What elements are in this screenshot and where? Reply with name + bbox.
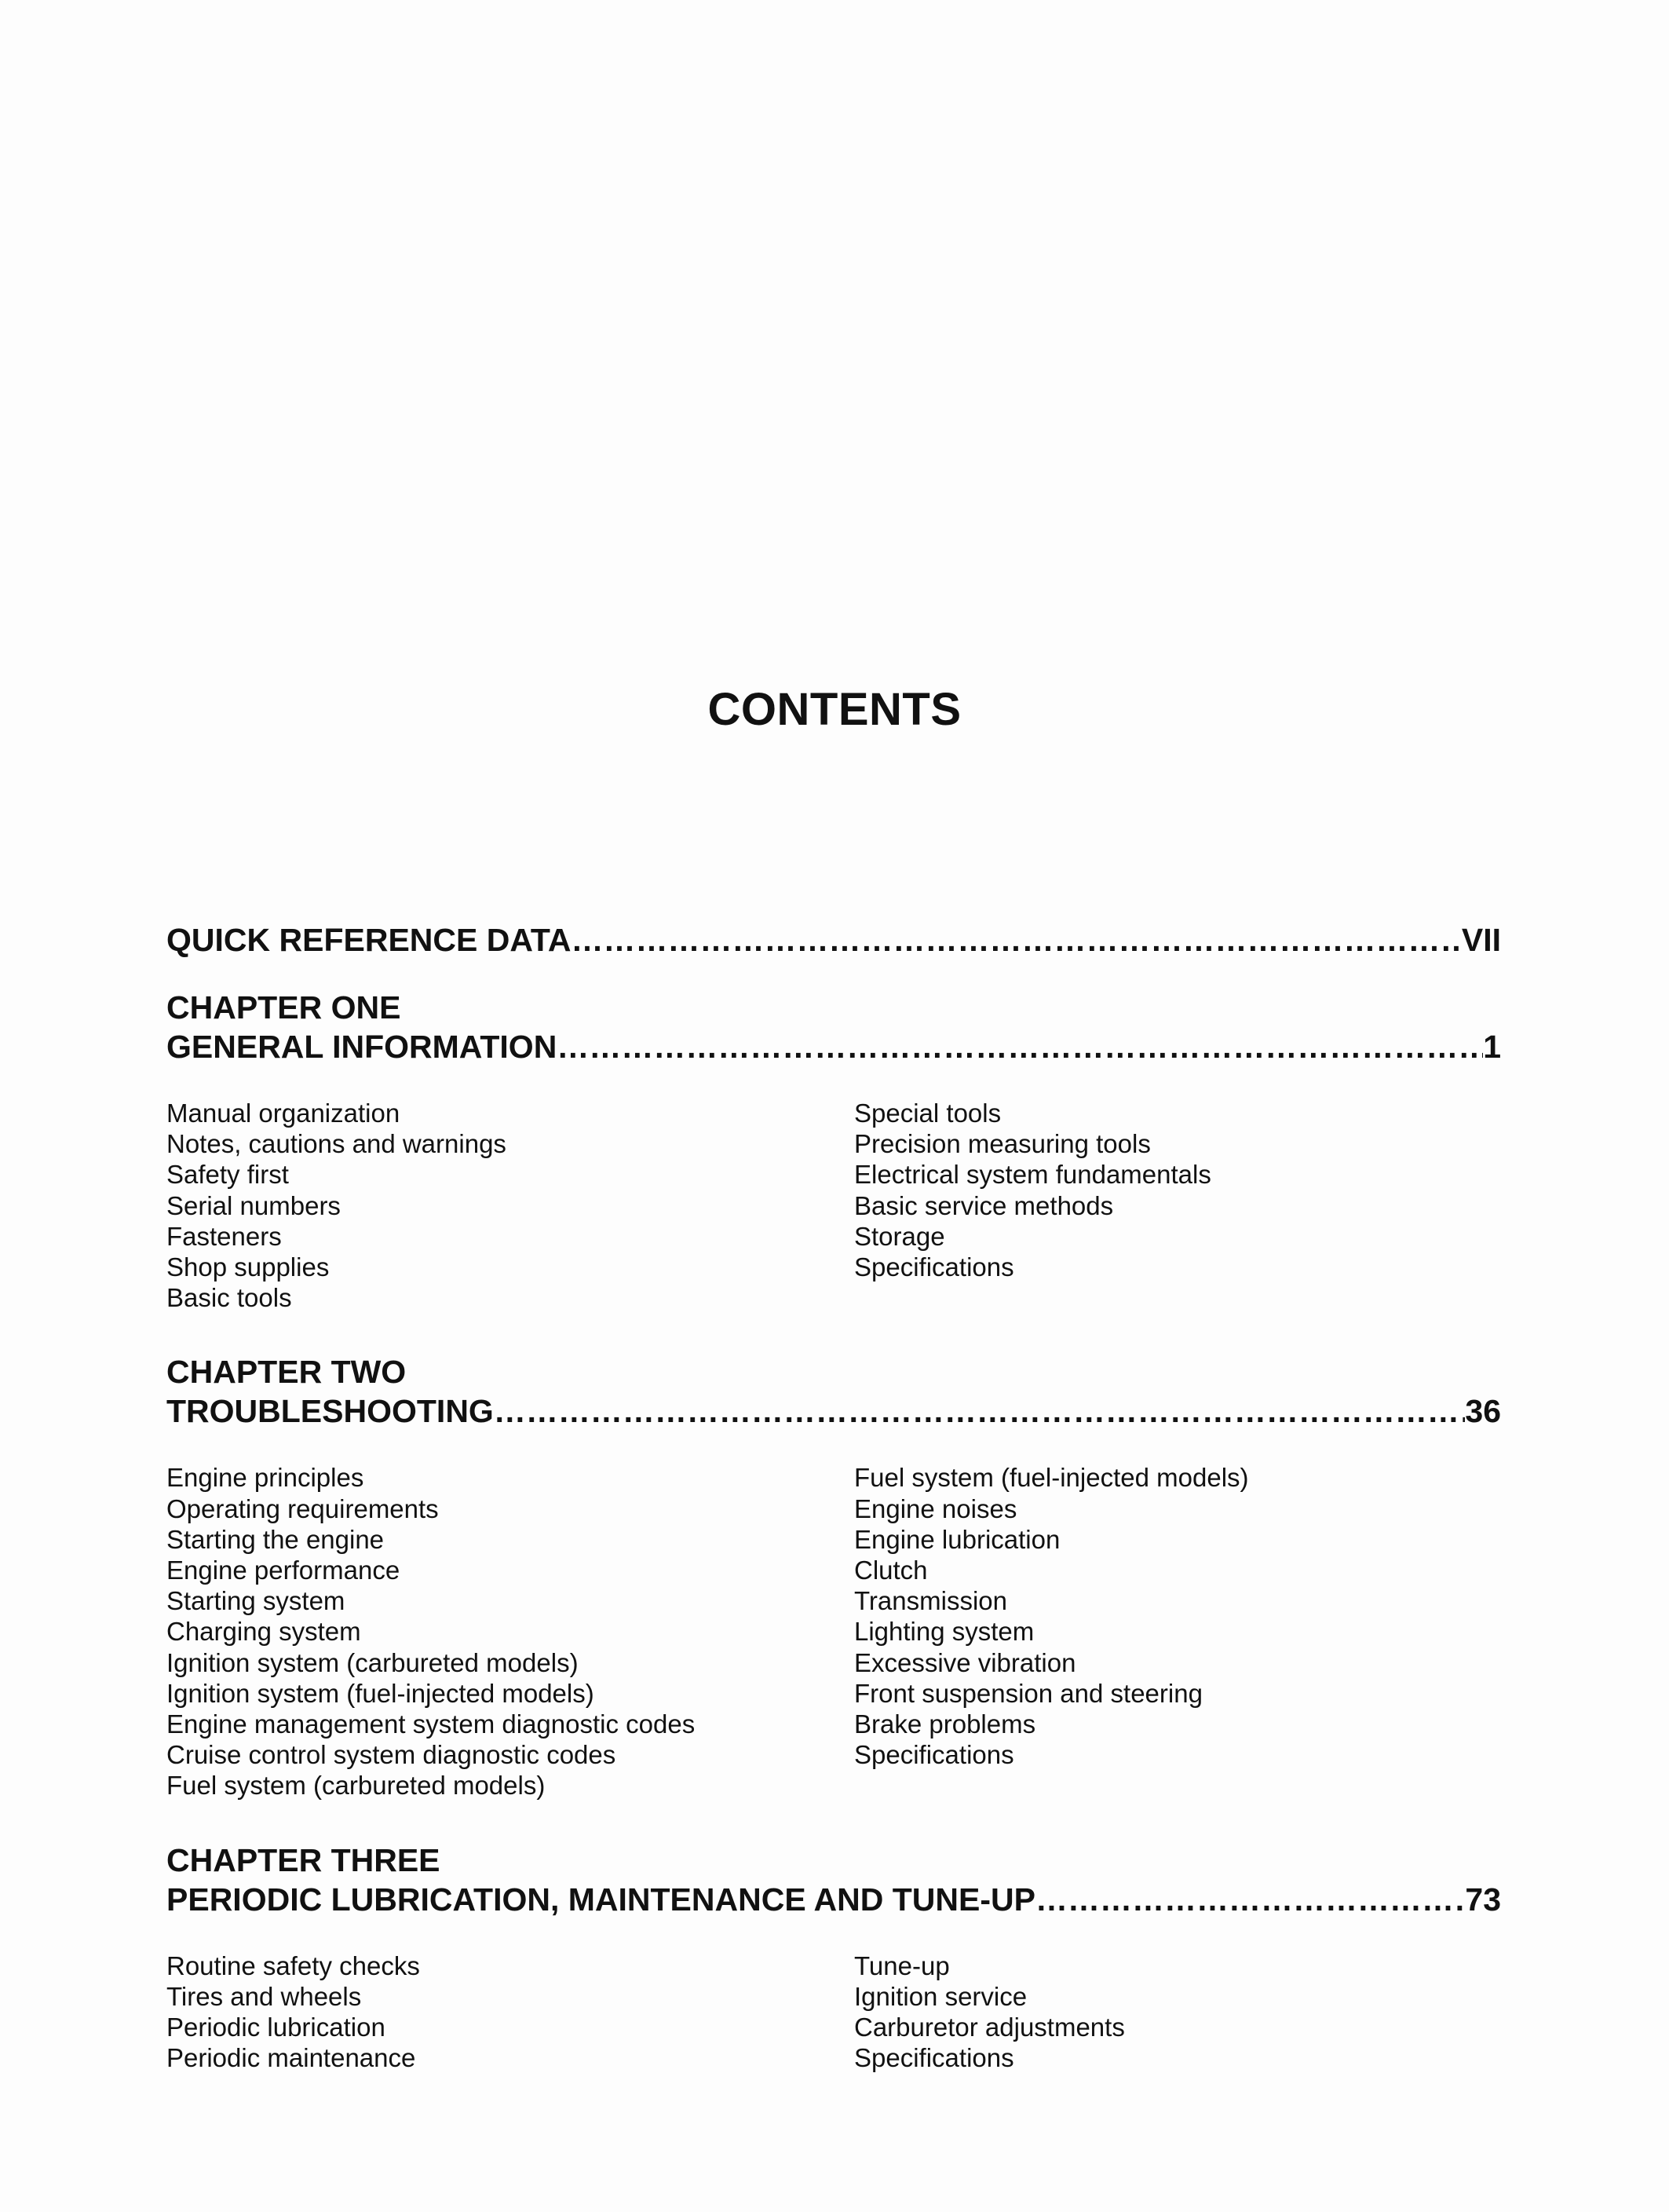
toc-entry-chapter-one[interactable] <box>166 1027 1501 1066</box>
topic-item: Carburetor adjustments <box>854 2013 1125 2042</box>
topic-item: Routine safety checks <box>166 1951 420 1980</box>
toc-page-number: 36 <box>1465 1393 1501 1430</box>
topic-item: Basic service methods <box>854 1190 1114 1220</box>
topic-item: Ignition system (fuel-injected models) <box>166 1678 594 1708</box>
topic-column-left <box>166 1098 854 1313</box>
topic-item: Clutch <box>854 1556 928 1585</box>
toc-page-number: VII <box>1461 922 1501 958</box>
dot-leader <box>494 1391 1466 1431</box>
toc-entry-label: QUICK REFERENCE DATA <box>166 922 572 958</box>
dot-leader <box>557 1027 1483 1066</box>
topic-list <box>166 1098 1501 1313</box>
topic-list <box>166 1951 1501 2074</box>
toc-entry-chapter-two[interactable] <box>166 1391 1501 1431</box>
topic-item: Storage <box>854 1221 945 1251</box>
topic-item: Electrical system fundamentals <box>854 1160 1211 1190</box>
topic-item: Engine performance <box>166 1556 400 1585</box>
topic-item: Cruise control system diagnostic codes <box>166 1740 616 1770</box>
topic-column-right <box>854 1098 1501 1313</box>
chapter-section <box>166 1352 1501 1801</box>
topic-item: Operating requirements <box>166 1494 439 1523</box>
topic-item: Shop supplies <box>166 1252 330 1282</box>
topic-item: Basic tools <box>166 1283 292 1313</box>
topic-item: Starting system <box>166 1586 345 1616</box>
topic-item: Specifications <box>854 2043 1014 2073</box>
topic-item: Serial numbers <box>166 1190 341 1220</box>
topic-item: Tune-up <box>854 1951 950 1980</box>
topic-item: Notes, cautions and warnings <box>166 1129 506 1159</box>
topic-column-right <box>854 1951 1501 2074</box>
topic-item: Excessive vibration <box>854 1647 1076 1677</box>
chapter-number: CHAPTER ONE <box>166 989 401 1026</box>
topic-column-right <box>854 1462 1501 1801</box>
chapter-section <box>166 988 1501 1313</box>
topic-item: Specifications <box>854 1740 1014 1770</box>
topic-item: Precision measuring tools <box>854 1129 1151 1159</box>
chapter-section <box>166 1841 1501 2074</box>
toc-page-number: 73 <box>1465 1881 1501 1918</box>
topic-item: Fasteners <box>166 1221 282 1251</box>
topic-item: Engine principles <box>166 1463 364 1493</box>
topic-item: Brake problems <box>854 1709 1036 1739</box>
toc-entry-quick-reference[interactable] <box>166 920 1501 960</box>
toc-page-number: 1 <box>1483 1029 1501 1065</box>
dot-leader <box>572 920 1462 960</box>
topic-column-left <box>166 1951 854 2074</box>
topic-item: Charging system <box>166 1617 361 1647</box>
topic-item: Special tools <box>854 1099 1002 1128</box>
topic-item: Front suspension and steering <box>854 1678 1203 1708</box>
topic-item: Periodic maintenance <box>166 2043 416 2073</box>
chapter-title: GENERAL INFORMATION <box>166 1029 557 1065</box>
toc-entry-chapter-three[interactable] <box>166 1880 1501 1919</box>
chapter-number: CHAPTER TWO <box>166 1354 407 1391</box>
topic-item: Engine noises <box>854 1494 1017 1523</box>
topic-item: Fuel system (carbureted models) <box>166 1771 546 1801</box>
topic-item: Ignition system (carbureted models) <box>166 1647 579 1677</box>
chapter-title: PERIODIC LUBRICATION, MAINTENANCE AND TUNE-UP <box>166 1881 1035 1918</box>
topic-item: Starting the engine <box>166 1524 385 1554</box>
topic-list <box>166 1462 1501 1801</box>
topic-item: Specifications <box>854 1252 1014 1282</box>
topic-item: Periodic lubrication <box>166 2013 385 2042</box>
topic-item: Transmission <box>854 1586 1007 1616</box>
dot-leader <box>1035 1880 1465 1919</box>
topic-item: Tires and wheels <box>166 1981 362 2011</box>
chapter-number: CHAPTER THREE <box>166 1841 440 1878</box>
topic-column-left <box>166 1462 854 1801</box>
topic-item: Safety first <box>166 1160 289 1190</box>
topic-item: Ignition service <box>854 1981 1028 2011</box>
topic-item: Lighting system <box>854 1617 1035 1647</box>
topic-item: Engine lubrication <box>854 1524 1061 1554</box>
topic-item: Engine management system diagnostic codes <box>166 1709 696 1739</box>
topic-item: Manual organization <box>166 1099 400 1128</box>
table-of-contents <box>166 920 1501 2112</box>
chapter-title: TROUBLESHOOTING <box>166 1393 494 1430</box>
page-title: CONTENTS <box>707 684 962 735</box>
topic-item: Fuel system (fuel-injected models) <box>854 1463 1249 1493</box>
